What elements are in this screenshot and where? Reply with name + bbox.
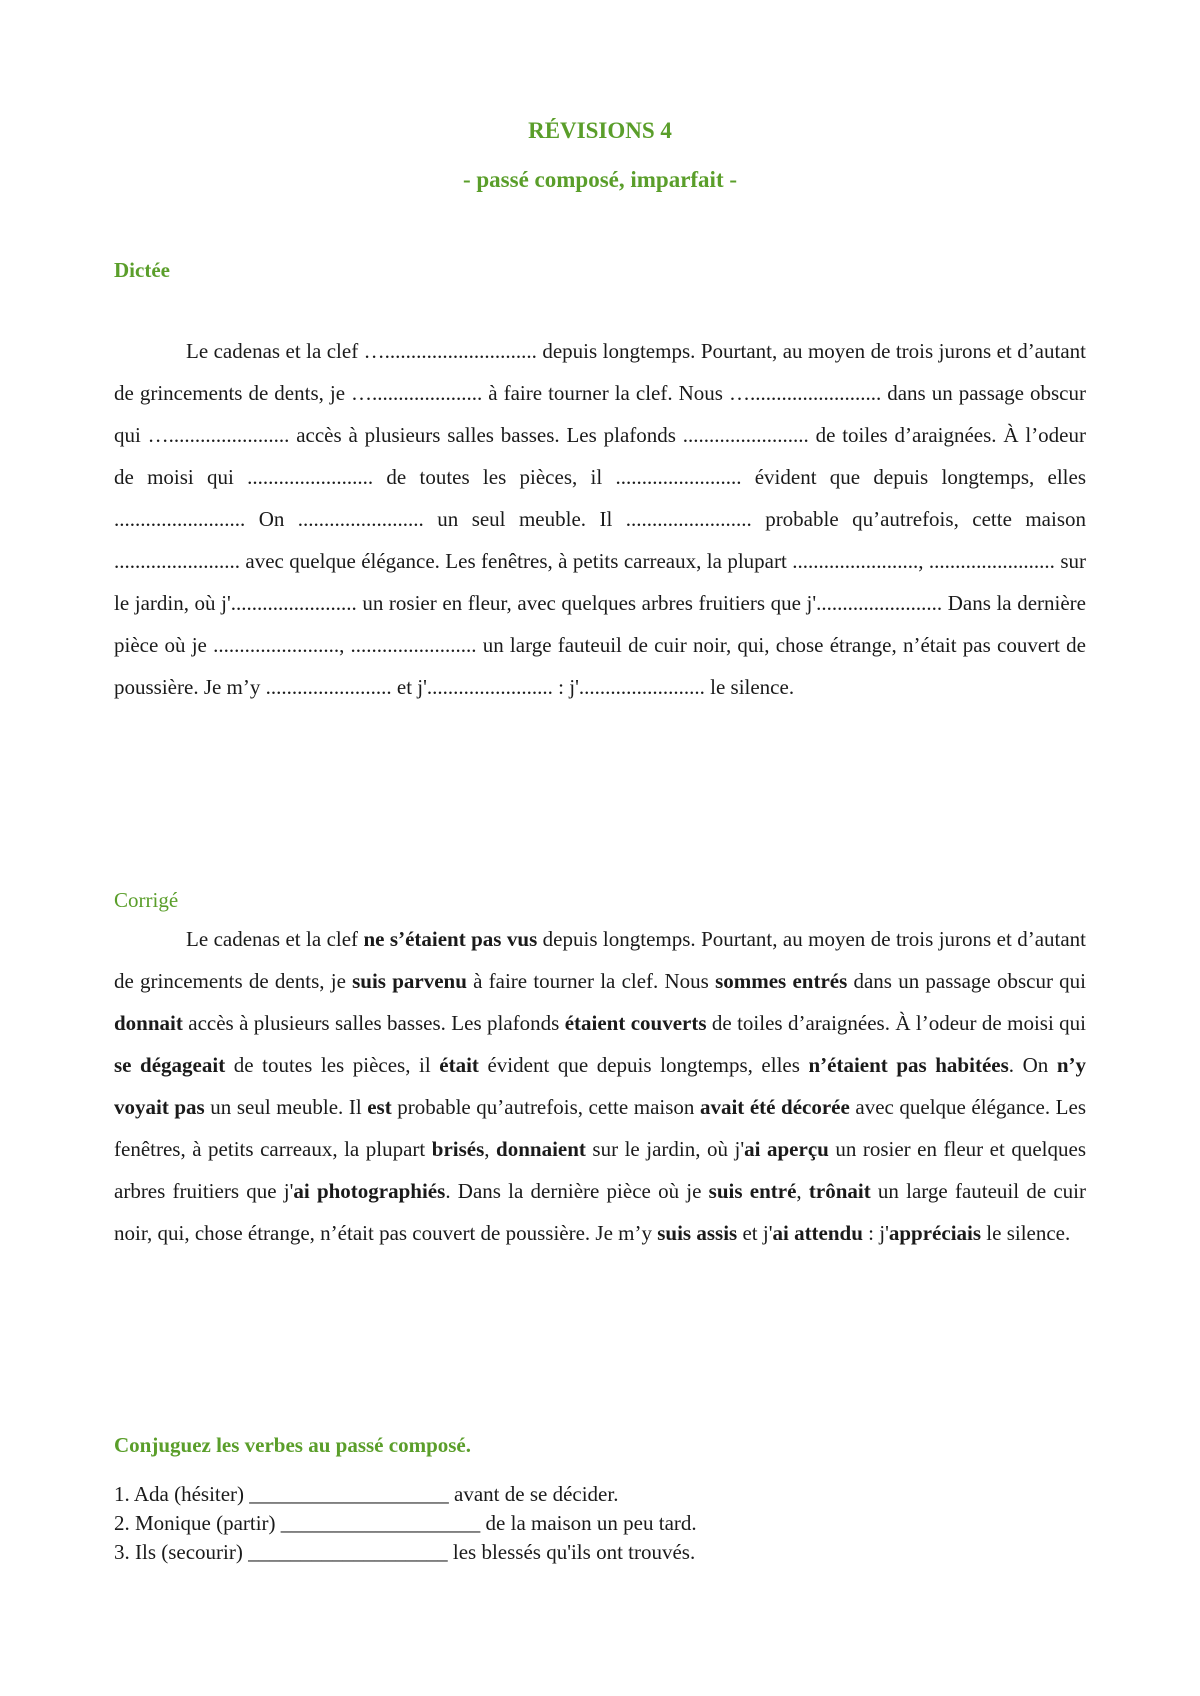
exercise-heading: Conjuguez les verbes au passé composé.	[114, 1433, 471, 1457]
answer-text: suis parvenu	[352, 969, 467, 993]
corrige-heading: Corrigé	[114, 888, 179, 912]
answer-text: appréciais	[888, 1221, 982, 1245]
corrige-text: depuis longtemps. Pourtant, au moyen de trois jurons et d’autant de grincements de dents, je	[114, 927, 1087, 993]
dictee-heading: Dictée	[114, 258, 170, 282]
answer-text: ne s’étaient pas vus	[363, 927, 538, 951]
answer-text: ai attendu	[772, 1221, 863, 1245]
answer-text: donnait	[114, 1011, 183, 1035]
corrige-text: avec quelque élégance. Les fenêtres, à petits carreaux, la plupart	[114, 1095, 1086, 1161]
answer-text: est	[367, 1095, 392, 1119]
answer-text: étaient couverts	[564, 1011, 707, 1035]
corrige-text: accès à plusieurs salles basses. Les plafonds	[182, 1011, 565, 1035]
answer-text: n’y voyait pas	[114, 1053, 1086, 1119]
corrige-text: de toutes les pièces, il	[225, 1053, 440, 1077]
corrige-text: un large fauteuil de cuir noir, qui, chose étrange, n’était pas couvert de poussière. Je m’y	[114, 1179, 1087, 1245]
answer-text: était	[439, 1053, 479, 1077]
corrige-text: de toiles d’araignées. À l’odeur de moisi qui	[706, 1011, 1086, 1035]
corrige-text: et j'	[737, 1221, 773, 1245]
answer-text: ai aperçu	[744, 1137, 829, 1161]
corrige-text: . Dans la dernière pièce où je	[445, 1179, 709, 1203]
exercise-item: 2. Monique (partir) ___________________ de la maison un peu tard.	[114, 1511, 697, 1535]
answer-text: sommes entrés	[715, 969, 848, 993]
answer-text: se dégageait	[114, 1053, 226, 1077]
answer-text: avait été décorée	[699, 1095, 850, 1119]
page-title: RÉVISIONS 4	[528, 118, 672, 143]
answer-text: trônait	[808, 1179, 871, 1203]
corrige-text: probable qu’autrefois, cette maison	[391, 1095, 700, 1119]
exercise-list	[114, 1480, 697, 1567]
corrige-text: ,	[796, 1179, 809, 1203]
corrige-text: dans un passage obscur qui	[847, 969, 1086, 993]
page-subtitle: - passé composé, imparfait -	[462, 167, 738, 192]
corrige-text: le silence.	[981, 1221, 1071, 1245]
answer-text: n’étaient pas habitées	[808, 1053, 1009, 1077]
answer-text: suis assis	[657, 1221, 738, 1245]
corrige-text: évident que depuis longtemps, elles	[478, 1053, 809, 1077]
corrige-text: à faire tourner la clef. Nous	[466, 969, 716, 993]
exercise-item: 1. Ada (hésiter) ___________________ avant de se décider.	[114, 1482, 619, 1506]
corrige-text: un seul meuble. Il	[204, 1095, 368, 1119]
exercise-item: 3. Ils (secourir) ___________________ les blessés qu'ils ont trouvés.	[114, 1540, 696, 1564]
corrige-text: Le cadenas et la clef	[186, 927, 364, 951]
corrige-text: ,	[484, 1137, 497, 1161]
dictee-paragraph	[114, 330, 1086, 708]
corrige-text: . On	[1008, 1053, 1057, 1077]
answer-text: ai photographiés	[293, 1179, 446, 1203]
corrige-text: : j'	[862, 1221, 889, 1245]
answer-text: suis entré	[708, 1179, 797, 1203]
answer-text: donnaient	[496, 1137, 586, 1161]
corrige-text: sur le jardin, où j'	[585, 1137, 745, 1161]
dictee-text: Le cadenas et la clef …............................. depuis longtemps. Pourtant, au moyen de trois jurons et d’autant de grincements de dents, je …..................... à faire tourner la clef. Nous …......................... dans un passage obscur qui …....................... accès à plusieurs salles basses. Les plafonds ........................ de toiles d’araignées. À l’odeur de moisi qui ........................ de toutes les pièces, il ........................ évident que depuis longtemps, elles ......................... On ........................ un seul meuble. Il ........................ probable qu’autrefois, cette maison ........................ avec quelque élégance. Les fenêtres, à petits carreaux, la plupart ........................, ........................ sur le jardin, où j'........................ un rosier en fleur, avec quelques arbres fruitiers que j'........................ Dans la dernière pièce où je ........................, ........................ un large fauteuil de cuir noir, qui, chose étrange, n’était pas couvert de poussière. Je m’y ........................ et j'........................ : j'........................ le silence.	[114, 339, 1086, 699]
corrige-text: un rosier en fleur et quelques arbres fruitiers que j'	[114, 1137, 1086, 1203]
corrige-paragraph	[114, 918, 1086, 1254]
answer-text: brisés	[431, 1137, 485, 1161]
